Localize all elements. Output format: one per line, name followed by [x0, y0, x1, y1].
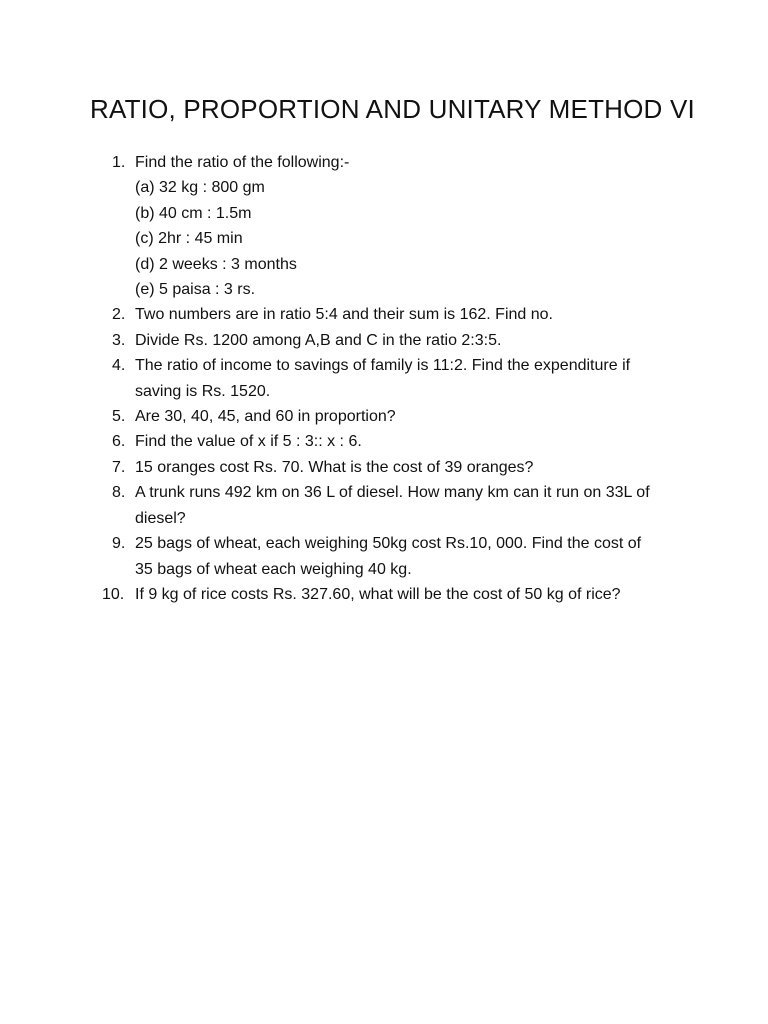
question-number: 6.: [112, 433, 126, 451]
question-item-2: [100, 302, 660, 327]
question-text: A trunk runs 492 km on 36 L of diesel. How many km can it run on 33L of diesel?: [135, 484, 650, 527]
question-text: Find the ratio of the following:-: [135, 154, 350, 171]
question-text: If 9 kg of rice costs Rs. 327.60, what will be the cost of 50 kg of rice?: [135, 585, 621, 603]
question-item-4: [100, 353, 660, 404]
question-number: 3.: [112, 331, 126, 349]
question-list: [100, 150, 660, 607]
question-number: 8.: [112, 484, 126, 502]
sub-question-d: (d) 2 weeks : 3 months: [135, 255, 297, 273]
question-number: 5.: [112, 408, 126, 426]
sub-question-b: (b) 40 cm : 1.5m: [135, 204, 252, 222]
question-number: 7.: [112, 458, 126, 476]
question-item-10: [100, 582, 660, 607]
question-text: The ratio of income to savings of family is 11:2. Find the expenditure if saving is Rs. 1520.: [135, 357, 631, 400]
question-item-8: [100, 480, 660, 531]
question-text: Are 30, 40, 45, and 60 in proportion?: [135, 408, 396, 426]
question-text: Find the value of x if 5 : 3:: x : 6.: [135, 433, 362, 451]
question-number: 2.: [112, 306, 126, 324]
sub-question-a: (a) 32 kg : 800 gm: [135, 179, 265, 197]
sub-question-e: (e) 5 paisa : 3 rs.: [135, 281, 256, 299]
question-text: 25 bags of wheat, each weighing 50kg cost Rs.10, 000. Find the cost of 35 bags of wheat each weighing 40 kg.: [135, 535, 642, 578]
question-number: 10.: [102, 585, 125, 603]
sub-question-c: (c) 2hr : 45 min: [135, 230, 243, 248]
question-item-3: [100, 328, 660, 353]
question-text: Two numbers are in ratio 5:4 and their sum is 162. Find no.: [135, 306, 553, 324]
sub-question-list: [135, 175, 660, 302]
question-number: 1.: [112, 154, 126, 171]
question-text: 15 oranges cost Rs. 70. What is the cost of 39 oranges?: [135, 458, 534, 476]
question-number: 9.: [112, 535, 126, 553]
question-number: 4.: [112, 357, 126, 375]
question-item-9: [100, 531, 660, 582]
question-item-6: [100, 429, 660, 454]
question-item-5: [100, 404, 660, 429]
question-text: Divide Rs. 1200 among A,B and C in the ratio 2:3:5.: [135, 331, 502, 349]
page-title: RATIO, PROPORTION AND UNITARY METHOD VI: [90, 94, 695, 124]
question-item-1: [100, 150, 660, 302]
question-item-7: [100, 455, 660, 480]
